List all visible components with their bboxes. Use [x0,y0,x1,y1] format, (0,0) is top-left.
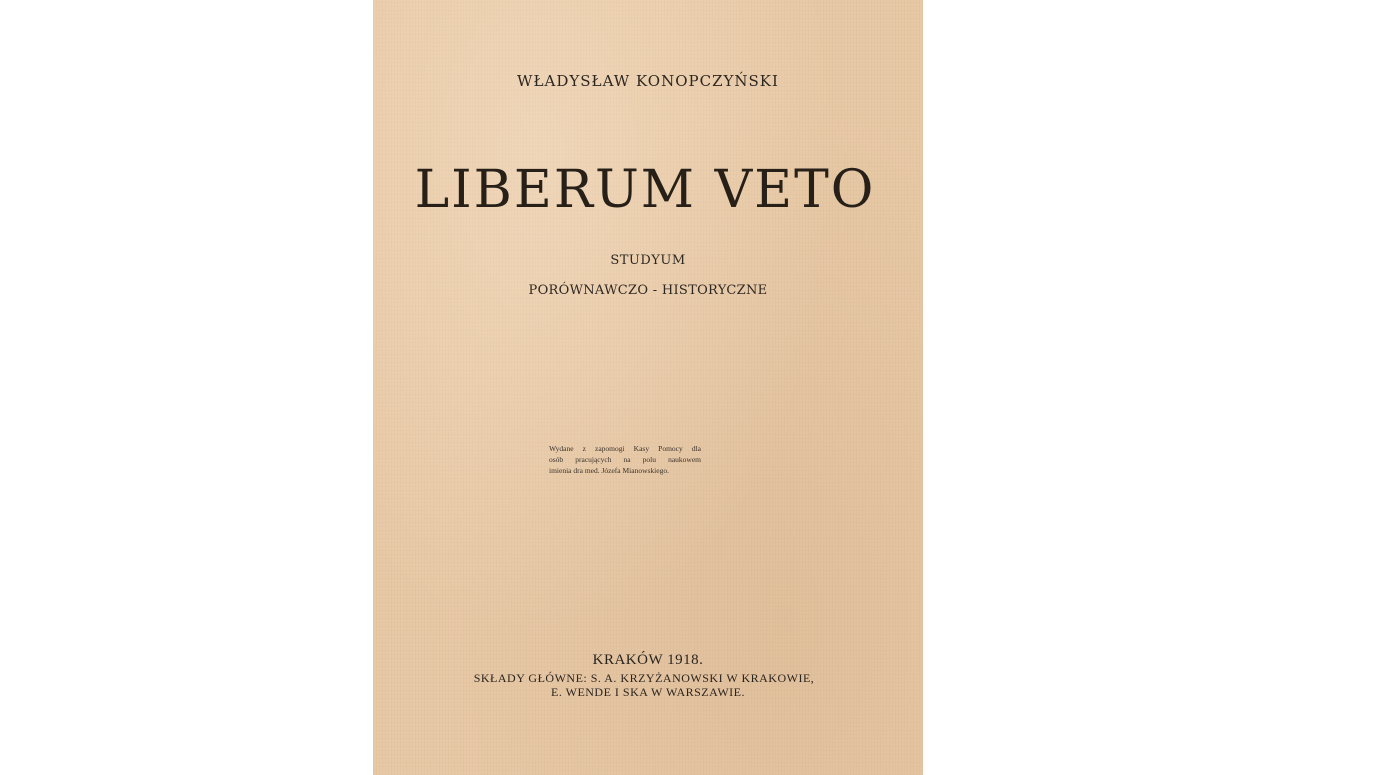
funding-note [549,443,701,476]
imprint-city-year: KRAKÓW 1918. [592,652,704,668]
author-name: WŁADYSŁAW KONOPCZYŃSKI [517,72,779,90]
funding-note-line: osób pracujących na polu naukowem [549,455,701,464]
title-page [373,0,923,775]
imprint-distributor-2: E. WENDE I SKA W WARSZAWIE. [551,685,745,699]
funding-note-line: Wydane z zapomogi Kasy Pomocy dla [549,444,701,453]
subtitle-line-2: PORÓWNAWCZO - HISTORYCZNE [528,283,768,298]
imprint-distributor-1: SKŁADY GŁÓWNE: S. A. KRZYŻANOWSKI W KRAKOWIE, [473,671,815,685]
book-title: LIBERUM VETO [414,160,876,220]
funding-note-line: imienia dra med. Józefa Mianowskiego. [549,466,669,475]
subtitle-line-1: STUDYUM [610,253,686,268]
